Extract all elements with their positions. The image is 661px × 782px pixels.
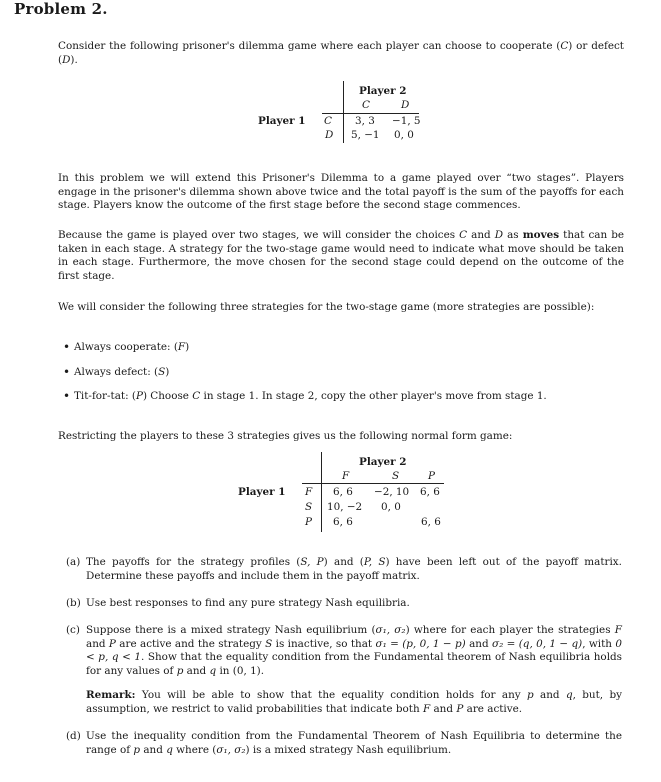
payoff-cell: −1, 5 [392, 115, 421, 127]
table-hline [302, 483, 444, 484]
row-header: C [324, 115, 332, 127]
payoff-cell: 10, −2 [327, 501, 363, 513]
player1-label: Player 1 [238, 486, 286, 498]
payoff-cell: 6, 6 [420, 486, 440, 498]
col-header: F [342, 470, 350, 482]
strategies-paragraph: We will consider the following three strategies for the two-stage game (more strategies are possible): [58, 301, 595, 313]
row-header: P [305, 516, 312, 528]
question-b: (b) Use best responses to find any pure strategy Nash equilibria. [66, 597, 410, 609]
col-header: S [392, 470, 400, 482]
payoff-cell: 5, −1 [351, 129, 380, 141]
question-c: (c) Suppose there is a mixed strategy Nash equilibrium (σ₁, σ₂) where for each player the strategies F and P are active and the strategy S is inactive, so that σ₁ = (p, 0, 1 − p) and σ₂ = (q, 0, 1 − q), with 0 < p, q < 1. Show that the equality condition from the Fundamental theorem of Nash equilibria holds for any values of p and q in (0, 1). [66, 624, 622, 677]
col-header: P [428, 470, 435, 482]
payoff-cell: 6, 6 [333, 486, 353, 498]
question-a: (a) The payoffs for the strategy profiles (S, P) and (P, S) have been left out of the payoff matrix. Determine these payoffs and include them in the payoff matrix. [66, 556, 622, 582]
payoff-cell: 0, 0 [381, 501, 401, 513]
row-header: F [305, 486, 313, 498]
page-title: Problem 2. [14, 0, 108, 18]
restrict-paragraph: Restricting the players to these 3 strategies gives us the following normal form game: [58, 430, 513, 442]
table-hline [322, 113, 419, 114]
player2-label: Player 2 [359, 456, 407, 468]
list-item: • Always cooperate: (F) [74, 341, 189, 353]
intro-paragraph: Consider the following prisoner's dilemma game where each player can choose to cooperate (C) or defect (D). [58, 40, 624, 66]
player1-label: Player 1 [258, 115, 306, 127]
row-header: S [305, 501, 313, 513]
payoff-cell: 6, 6 [333, 516, 353, 528]
col-header: C [362, 99, 370, 111]
payoff-cell: 3, 3 [355, 115, 375, 127]
payoff-cell: −2, 10 [374, 486, 410, 498]
list-item: • Tit-for-tat: (P) Choose C in stage 1. In stage 2, copy the other player's move from stage 1. [74, 390, 547, 402]
table-vline [343, 81, 344, 143]
moves-paragraph: Because the game is played over two stages, we will consider the choices C and D as moves that can be taken in each stage. A strategy for the two-stage game would need to indicate what move should be taken in each stage. Furthermore, the move chosen for the second stage could depend on the outcome of the first stage. [58, 229, 625, 282]
row-header: D [325, 129, 334, 141]
remark: Remark: You will be able to show that the equality condition holds for any p and q, but, by assumption, we restrict to valid probabilities that indicate both F and P are active. [86, 689, 622, 715]
col-header: D [401, 99, 410, 111]
table-vline [321, 452, 322, 532]
list-item: • Always defect: (S) [74, 366, 169, 378]
two-stage-paragraph: In this problem we will extend this Prisoner's Dilemma to a game played over “two stages”. Players engage in the prisoner's dilemma shown above twice and the total payoff is the sum of the payoffs for each stage. Players know the outcome of the first stage before the second stage commences. [58, 172, 624, 212]
player2-label: Player 2 [359, 85, 407, 97]
payoff-cell: 0, 0 [394, 129, 414, 141]
question-d: (d) Use the inequality condition from the Fundamental Theorem of Nash Equilibria to determine the range of p and q where (σ₁, σ₂) is a mixed strategy Nash equilibrium. [66, 730, 622, 756]
payoff-cell: 6, 6 [421, 516, 441, 528]
